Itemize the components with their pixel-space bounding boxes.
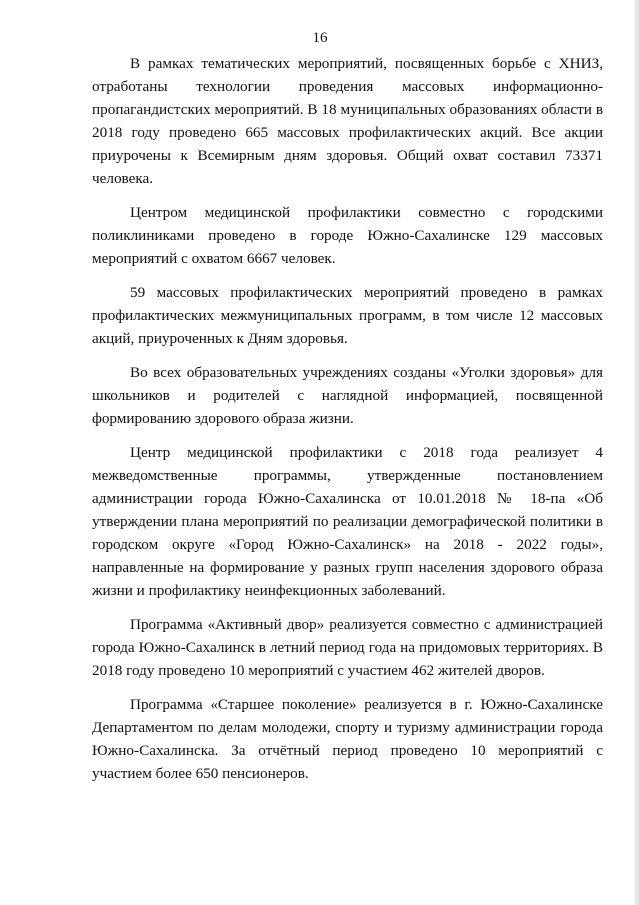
paragraph-interagency-programs: Центр медицинской профилактики с 2018 года реализует 4 межведомственные программы, утвержденные постановлением администрации города Южно-Сахалинска от 10.01.2018 № 18-па «Об утверждении плана мероприятий по реализации демографической политики в городском округе «Город Южно-Сахалинск» на 2018 - 2022 годы», направленные на формирование у разных групп населения здорового образа жизни и профилактику неинфекционных заболеваний.: [92, 444, 603, 599]
paragraph-health-corners: Во всех образовательных учреждениях созданы «Уголки здоровья» для школьников и родителей с наглядной информацией, посвященной формированию здорового образа жизни.: [92, 364, 603, 427]
paragraph-intermunicipal-programs: 59 массовых профилактических мероприятий проведено в рамках профилактических межмуниципальных программ, в том числе 12 массовых акций, приуроченных к Дням здоровья.: [92, 284, 603, 347]
paragraph-senior-generation: Программа «Старшее поколение» реализуется в г. Южно-Сахалинске Департаментом по делам молодежи, спорту и туризму администрации города Южно-Сахалинска. За отчётный период проведено 10 мероприятий с участием более 650 пенсионеров.: [92, 696, 603, 782]
paragraph-active-yard: Программа «Активный двор» реализуется совместно с администрацией города Южно-Сахалинск в летний период года на придомовых территориях. В 2018 году проведено 10 мероприятий с участием 462 жителей дворов.: [92, 616, 603, 679]
paragraph-city-events: Центром медицинской профилактики совместно с городскими поликлиниками проведено в городе Южно-Сахалинске 129 массовых мероприятий с охватом 6667 человек.: [92, 204, 603, 267]
page-number: 16: [312, 30, 328, 46]
paragraph-khniz-events: В рамках тематических мероприятий, посвященных борьбе с ХНИЗ, отработаны технологии проведения массовых информационно-пропагандистских мероприятий. В 18 муниципальных образованиях области в 2018 году проведено 665 массовых профилактических акций. Все акции приурочены к Всемирным дням здоровья. Общий охват составил 73371 человека.: [92, 55, 603, 187]
document-body: [92, 52, 603, 785]
scan-edge: [634, 0, 640, 905]
